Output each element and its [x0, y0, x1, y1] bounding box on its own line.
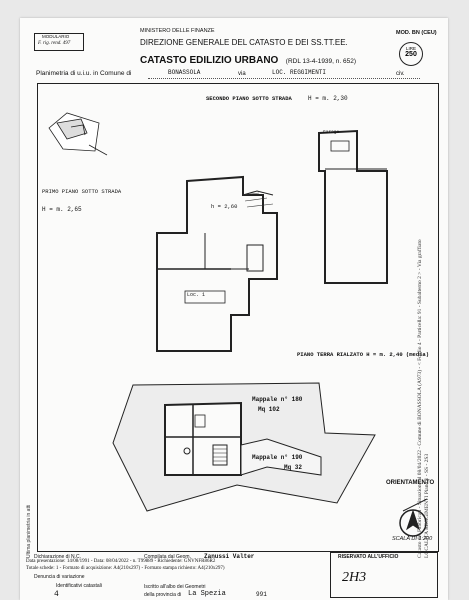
dichiarazione-label: Dichiarazione di N.C. [34, 554, 81, 560]
location-sketch [49, 113, 107, 155]
catasto-heading: CATASTO EDILIZIO URBANO [140, 55, 279, 66]
iscritto-label: Iscritto all'albo dei Geometri [144, 584, 206, 590]
piano-terra-label: PIANO TERRA RIALZATO H = m. 2,40 (media) [297, 351, 430, 358]
civ-label: civ. [396, 71, 405, 77]
denuncia-label: Denuncia di variazione [34, 574, 85, 580]
mappale-180-label: Mappale n° 180 [252, 396, 303, 403]
provincia-value: La Spezia [188, 590, 226, 598]
comune-underline [148, 78, 420, 79]
footer-overlay-2: Totale schede: 1 - Formato di acquisizione: A4(210x297) - Formato stampa richiesto: A4(210x297) [26, 566, 225, 571]
riservato-value: 2H3 [342, 570, 367, 585]
side-text-left: Ultima planimetria in atti [26, 504, 32, 558]
planimetria-label: Planimetria di u.i.u. in Comune di [36, 70, 132, 77]
provincia-number: 991 [256, 591, 267, 598]
small-label: Garage [323, 130, 340, 135]
mappale-190-label: Mappale n° 190 [252, 454, 303, 461]
rdl-ref: (RDL 13-4-1939, n. 652) [285, 58, 357, 65]
mq-32-label: Mq 32 [284, 464, 303, 471]
lire-label: LIRE [405, 46, 416, 51]
modulario-label: MODULARIO [42, 34, 70, 39]
comune-value: BONASSOLA [168, 69, 201, 76]
provincia-label: della provincia di [144, 592, 182, 598]
secondo-piano-plan [319, 131, 387, 283]
piano-terra-plan [113, 383, 375, 511]
compilatore-name: Zanussi Valter [204, 553, 255, 560]
secondo-piano-height: H = m. 2,30 [308, 95, 348, 102]
direction-title: DIREZIONE GENERALE DEL CATASTO E DEI SS.TT.EE. [140, 38, 348, 47]
inner-height: h = 2,60 [211, 203, 238, 210]
riservato-label: RISERVATO ALL'UFFICIO [338, 554, 399, 560]
secondo-piano-label: SECONDO PIANO SOTTO STRADA [206, 95, 292, 102]
side-text-right-1: Catasto dei Fabbricati - Situazione al 08/04/2022 - Comune di BONASSOLA (A973) - < Foglio 4 - Particella: 91 - Subalterno 2 > - Via graffiato [417, 239, 423, 558]
scala-label: SCALA DI 1:200 [392, 536, 433, 542]
catasto-title [140, 50, 356, 68]
side-text-right-2: LOCALITA REGGIMENTI Piano 1 - SS - 2S3 [424, 453, 430, 558]
room-label: Loc. 1 [187, 292, 206, 298]
compilata-label: Compilata dal Geom. [144, 554, 191, 560]
mod-code: MOD. BN (CEU) [396, 30, 437, 36]
modulario-number: F. rig. rend. 497 [38, 41, 71, 46]
primo-piano-label: PRIMO PIANO SOTTO STRADA [42, 188, 122, 195]
primo-piano-height: H = m. 2,65 [42, 206, 82, 213]
via-label: via [238, 71, 246, 77]
lire-stamp [399, 42, 423, 66]
footer-overlay-1: Data presentazione: 14/08/1991 - Data: 08/04/2022 - n. T99889 - Richiedente: GNVNFR86R2 [26, 559, 216, 564]
floor-plan-drawing [37, 83, 437, 550]
orientamento-label: ORIENTAMENTO [386, 480, 435, 486]
loc-value: LOC. REGGIMENTI [272, 69, 327, 76]
identificativi-number: 4 [54, 590, 59, 599]
lire-value: 250 [405, 51, 417, 58]
cadastral-sheet [20, 18, 448, 600]
ministry-name: MINISTERO DELLE FINANZE [140, 28, 215, 34]
mq-102-label: Mq 102 [258, 406, 280, 413]
identificativi-label: Identificativi catastali [56, 583, 102, 589]
